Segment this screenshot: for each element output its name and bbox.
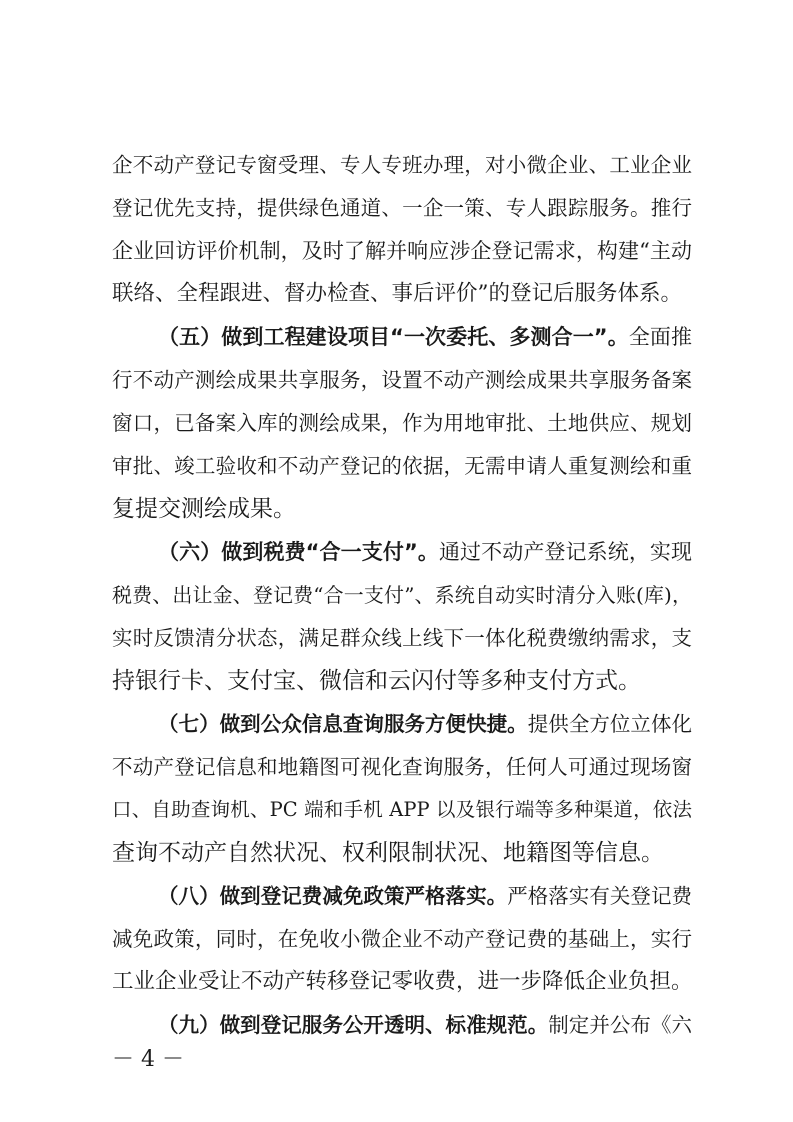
- body-line: 复提交测绘成果。: [112, 496, 296, 522]
- section-heading: （九）做到登记服务公开透明、标准规范。: [158, 1013, 549, 1037]
- body-line: 税费、出让金、登记费“合一支付”、系统自动实时清分入账(库)，: [112, 583, 692, 607]
- body-line: 工业企业受让不动产转移登记零收费，进一步降低企业负担。: [112, 969, 693, 994]
- section-heading: （八）做到登记费减免政策严格落实。: [158, 884, 508, 908]
- body-line: 减免政策，同时，在免收小微企业不动产登记费的基础上，实行: [112, 927, 692, 951]
- body-line: 行不动产测绘成果共享服务，设置不动产测绘成果共享服务备案: [112, 368, 692, 392]
- body-line: 实时反馈清分状态，满足群众线上线下一体化税费缴纳需求，支: [112, 626, 692, 650]
- body-line: 口、自助查询机、PC 端和手机 APP 以及银行端等多种渠道，依法: [112, 798, 692, 821]
- section-heading: （五）做到工程建设项目“一次委托、多测合一”。: [158, 325, 629, 349]
- section-heading-line: （八）做到登记费减免政策严格落实。严格落实有关登记费: [158, 884, 693, 908]
- body-line: 查询不动产自然状况、权利限制状况、地籍图等信息。: [112, 840, 664, 866]
- section-heading-line: （六）做到税费“合一支付”。通过不动产登记系统，实现: [158, 540, 693, 564]
- section-heading: （六）做到税费“合一支付”。: [158, 540, 439, 564]
- body-line: 窗口，已备案入库的测绘成果，作为用地审批、土地供应、规划: [112, 411, 692, 435]
- body-line: 持银行卡、支付宝、微信和云闪付等多种支付方式。: [112, 668, 641, 694]
- body-line: 企业回访评价机制，及时了解并响应涉企登记需求，构建“主动: [112, 239, 692, 263]
- body-line: 不动产登记信息和地籍图可视化查询服务，任何人可通过现场窗: [112, 755, 692, 779]
- body-line: 企不动产登记专窗受理、专人专班办理，对小微企业、工业企业: [112, 153, 692, 177]
- body-line: 登记优先支持，提供绿色通道、一企一策、专人跟踪服务。推行: [112, 196, 692, 220]
- section-heading-line: （五）做到工程建设项目“一次委托、多测合一”。全面推: [158, 325, 693, 349]
- section-heading-line: （九）做到登记服务公开透明、标准规范。制定并公布《六: [158, 1013, 693, 1037]
- page-number: － 4 －: [112, 1047, 184, 1072]
- section-heading: （七）做到公众信息查询服务方便快捷。: [158, 712, 528, 736]
- body-line: 联络、全程跟进、督办检查、事后评价”的登记后服务体系。: [112, 281, 682, 306]
- section-heading-line: （七）做到公众信息查询服务方便快捷。提供全方位立体化: [158, 712, 693, 736]
- body-line: 审批、竣工验收和不动产登记的依据，无需申请人重复测绘和重: [112, 454, 692, 478]
